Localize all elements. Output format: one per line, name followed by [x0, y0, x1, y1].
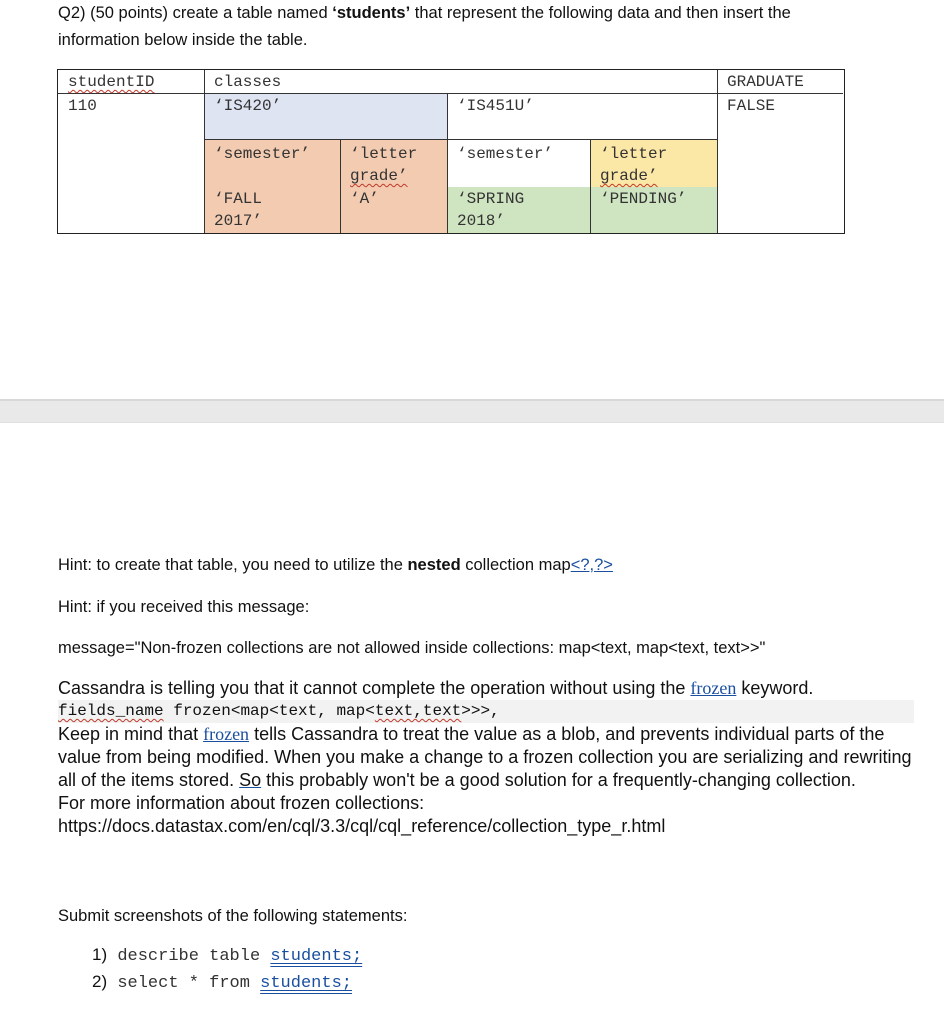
frozen-explanation: Keep in mind that frozen tells Cassandra to treat the value as a blob, and prevents individual parts of the value from being modified. When you make a change to a frozen collection you are serializing and rewriting all of the items stored. So this probably won't be a good solution for a frequently-changing collection.	[58, 724, 912, 790]
class1-name: ‘IS420’	[214, 97, 282, 115]
studentid-header: studentID	[68, 73, 155, 91]
cassandra-explanation	[58, 677, 918, 838]
grade-key-2: ‘letter grade’	[600, 145, 668, 185]
grade-val-2: ‘PENDING’	[600, 190, 687, 208]
hint-message: Hint: if you received this message:	[58, 598, 310, 616]
table-name: ‘students’	[332, 4, 411, 22]
graduate-value: FALSE	[727, 97, 776, 115]
students-data-table	[57, 69, 845, 234]
code-example: fields_name frozen<map<text, map<text,text>>>,	[58, 700, 914, 723]
hint-nested: Hint: to create that table, you need to utilize the nested collection map<?,?>	[58, 556, 613, 574]
docs-url[interactable]: https://docs.datastax.com/en/cql/3.3/cql/cql_reference/collection_type_r.html	[58, 816, 666, 836]
error-message: message="Non-frozen collections are not allowed inside collections: map<text, map<text, text>>"	[58, 639, 766, 657]
semester-val-2: ‘SPRING 2018’	[457, 190, 525, 230]
semester-key-1: ‘semester’	[214, 145, 311, 163]
more-info-label: For more information about frozen collections:	[58, 793, 425, 813]
studentid-value: 110	[68, 97, 97, 115]
submit-heading: Submit screenshots of the following statements:	[58, 907, 408, 925]
grade-key-1: ‘letter grade’	[350, 145, 418, 185]
frozen-intro: Cassandra is telling you that it cannot complete the operation without using the frozen keyword.	[58, 678, 814, 698]
map-type-link[interactable]: <?,?>	[570, 556, 613, 574]
class2-name: ‘IS451U’	[457, 97, 534, 115]
statement-select: 2) select * from students;	[92, 972, 352, 993]
frozen-link-2[interactable]: frozen	[203, 724, 250, 744]
statement-describe: 1) describe table students;	[92, 945, 363, 966]
question-text	[58, 0, 918, 54]
page-divider	[0, 399, 944, 423]
graduate-header: GRADUATE	[727, 73, 804, 91]
question-prefix: Q2) (50 points) create a table named	[58, 4, 333, 22]
question-line2: information below inside the table.	[58, 31, 308, 49]
question-suffix: that represent the following data and then insert the	[410, 4, 791, 22]
grade-val-1: ‘A’	[350, 190, 379, 208]
semester-key-2: ‘semester’	[457, 145, 554, 163]
classes-header: classes	[214, 73, 282, 91]
semester-val-1: ‘FALL 2017’	[214, 190, 263, 230]
frozen-link-1[interactable]: frozen	[690, 678, 737, 698]
